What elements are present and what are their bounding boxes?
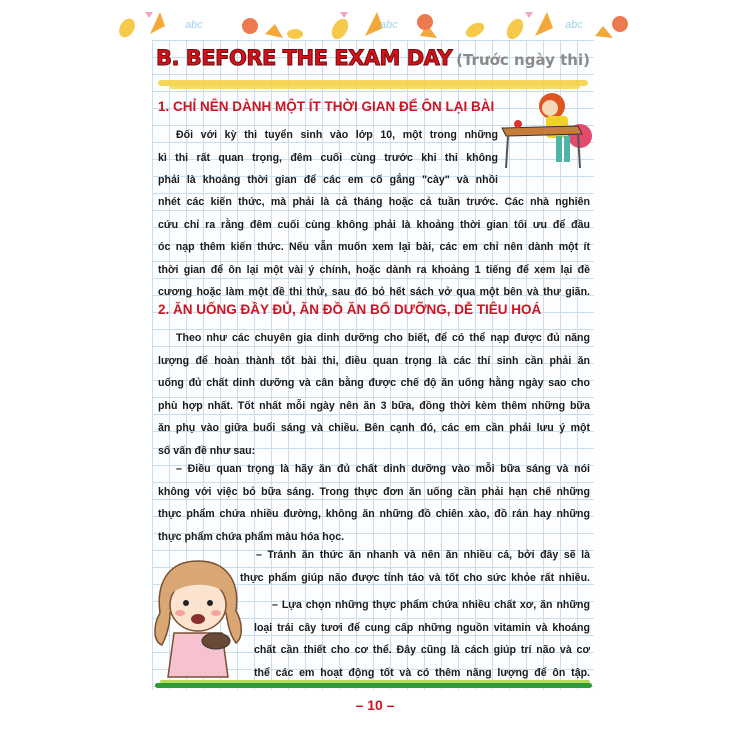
section-1-paragraph-bottom <box>158 191 590 304</box>
text-line: kì thi rất quan trọng, đêm cuối cùng trước khi thi không <box>158 151 498 164</box>
text-line: uống đủ chất dinh dưỡng và cân bằng được chế độ ăn uống hằng ngày sao cho <box>158 377 590 389</box>
title-main: B. BEFORE THE EXAM DAY <box>156 46 453 70</box>
section-2-intro <box>158 327 590 462</box>
text-line: ăn phụ vào giữa buổi sáng và chiều. Bên cạnh đó, các em cần phải lưu ý một <box>158 422 590 434</box>
svg-text:abc: abc <box>565 19 583 31</box>
text-line: – Lựa chọn những thực phẩm chứa nhiều chất xơ, ăn những <box>272 599 590 611</box>
footer-line <box>155 683 592 688</box>
text-line: Đối với kỳ thi tuyển sinh vào lớp 10, một trong những <box>176 129 498 141</box>
girl-studying-illustration <box>498 88 596 170</box>
text-line: – Tránh ăn thức ăn nhanh và nên ăn nhiều cá, bởi đây sẽ là <box>256 549 590 561</box>
text-line: loại trái cây tươi để cung cấp những nguồn vitamin và khoáng <box>254 621 590 634</box>
text-line: lượng để hoàn thành tốt bài thi, điều quan trọng là các thí sinh cần phải ăn <box>158 354 590 367</box>
text-line: số vấn đề như sau: <box>158 444 256 457</box>
section-1-heading: 1. CHỈ NÊN DÀNH MỘT ÍT THỜI GIAN ĐỂ ÔN LẠI BÀI <box>158 99 495 114</box>
text-line: thực phẩm giúp não được tỉnh táo và tốt cho sức khỏe rất nhiều. <box>240 571 590 584</box>
text-line: phù hợp nhất. Tốt nhất mỗi ngày nên ăn 3 bữa, đồng thời kèm thêm những bữa <box>158 399 590 412</box>
page-number: – 10 – <box>355 697 395 713</box>
section-2-heading: 2. ĂN UỐNG ĐẦY ĐỦ, ĂN ĐỒ ĂN BỔ DƯỠNG, DỄ TIÊU HOÁ <box>158 302 542 317</box>
page-title <box>156 46 590 70</box>
text-line: Theo như các chuyên gia dinh dưỡng cho biết, để có thể nạp được đủ năng <box>176 332 590 344</box>
bullet-2 <box>240 544 590 589</box>
abc-decoration: abc <box>185 19 203 31</box>
bullet-1 <box>158 458 590 548</box>
text-line: nhét các kiến thức, mà phải là cả tháng hoặc cả tuần trước. Các nhà nghiên <box>158 196 590 208</box>
text-line: cương hoặc làm một đề thi thử, sau đó bỏ hết sách vở qua một bên và thư giãn. <box>158 286 590 298</box>
leaf-border-decoration <box>115 4 635 44</box>
text-line: thực phẩm chứa nhiều đường, không ăn những đồ chiên xào, đồ rán hay những <box>158 508 590 520</box>
title-subtitle: (Trước ngày thi) <box>456 51 590 69</box>
text-line: – Điều quan trọng là hãy ăn đủ chất dinh dưỡng vào mỗi bữa sáng và nói <box>176 463 590 475</box>
bullet-3 <box>254 594 590 684</box>
text-line: thời gian để ôn lại một vài ý chính, hoặc dành ra khoảng 1 tiếng để xem lại đề <box>158 263 590 276</box>
text-line: phải là khoảng thời gian để các em cố gắng "cày" và nhồi <box>158 174 498 186</box>
text-line: thực phẩm chứa phẩm màu hóa học. <box>158 530 345 543</box>
girl-eating-illustration <box>148 553 248 679</box>
section-1-paragraph-top <box>158 124 498 192</box>
text-line: thể các em hoạt động tốt và có thêm năng lượng để ôn tập. <box>254 666 590 679</box>
text-line: cứu chỉ ra rằng đêm cuối cùng không phải là khoảng thời gian tối ưu để đầu <box>158 218 590 231</box>
text-line: chất cần thiết cho cơ thể. Đây cũng là cách giúp trí não và cơ <box>254 644 590 656</box>
svg-text:abc: abc <box>380 19 398 31</box>
text-line: không với việc bỏ bữa sáng. Trong thực đơn ăn uống cần phải hạn chế những <box>158 485 590 498</box>
text-line: óc nạp thêm kiến thức. Nếu vẫn muốn xem lại bài, các em chỉ nên dành một ít <box>158 241 590 253</box>
